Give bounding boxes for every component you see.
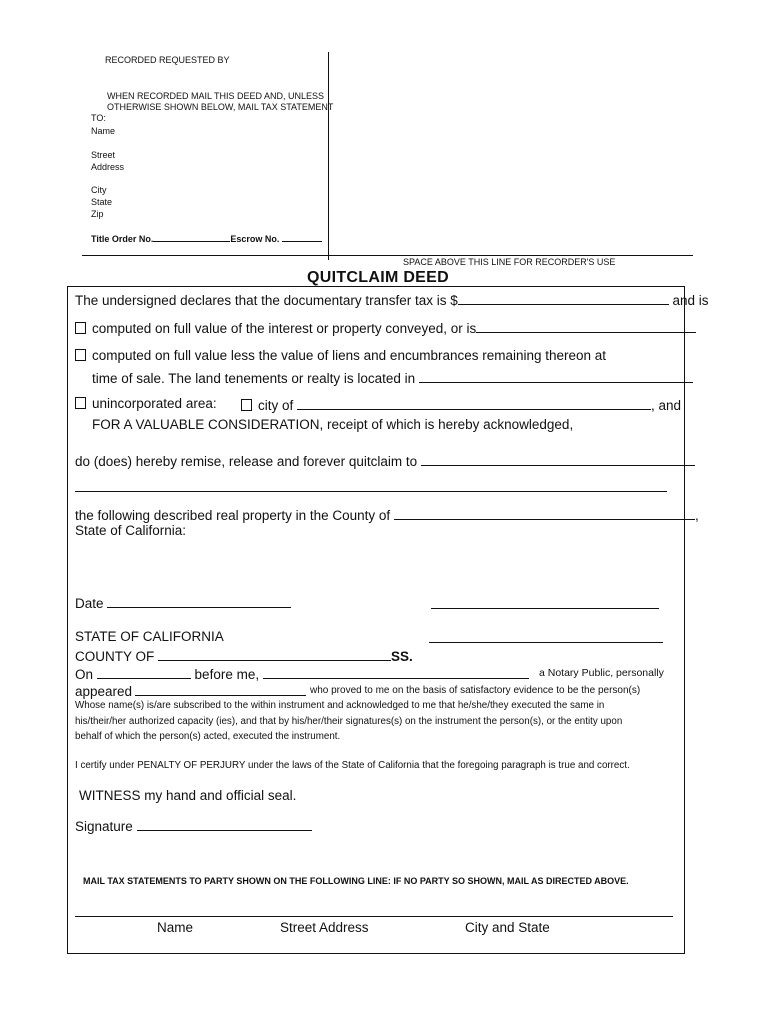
county-label: the following described real property in the County of — [75, 508, 391, 523]
grantor-signature-line-1[interactable] — [431, 608, 659, 609]
witness-text: WITNESS my hand and official seal. — [79, 788, 297, 803]
mail-tax-line[interactable] — [75, 916, 673, 917]
less-liens-checkbox[interactable] — [75, 349, 86, 361]
notary-date-field[interactable] — [97, 665, 191, 679]
located-in-label: time of sale. The land tenements or realty is located in — [92, 371, 416, 386]
title-order-field[interactable] — [153, 233, 230, 242]
and-label: , and — [651, 398, 682, 413]
county-row — [75, 506, 699, 523]
option-full-value-row — [75, 319, 696, 336]
when-recorded-line-2: OTHERWISE SHOWN BELOW, MAIL TAX STATEMENT — [107, 102, 334, 112]
on-label: On — [75, 667, 94, 682]
state-of-california-label: STATE OF CALIFORNIA — [75, 629, 224, 644]
signature-label: Signature — [75, 819, 133, 834]
county-of-label: COUNTY OF — [75, 649, 155, 664]
acknowledgment-line-1: Whose name(s) is/are subscribed to the within instrument and acknowledged to me that he/she/they executed the same in — [75, 700, 605, 711]
county-of-field[interactable] — [158, 647, 391, 661]
appeared-label: appeared — [75, 684, 133, 699]
city-of-checkbox[interactable] — [241, 399, 252, 411]
located-in-field[interactable] — [419, 369, 693, 383]
date-label: Date — [75, 596, 104, 611]
date-field[interactable] — [107, 594, 291, 608]
date-row — [75, 594, 291, 611]
before-me-label: before me, — [194, 667, 260, 682]
proved-text: who proved to me on the basis of satisfactory evidence to be the person(s) — [310, 685, 641, 696]
grantor-signature-line-2[interactable] — [429, 642, 663, 643]
appeared-field[interactable] — [135, 695, 306, 696]
title-order-row — [91, 233, 322, 244]
transfer-tax-row — [75, 291, 709, 308]
consideration-text: FOR A VALUABLE CONSIDERATION, receipt of which is hereby acknowledged, — [92, 417, 574, 432]
transfer-tax-label: The undersigned declares that the documentary transfer tax is $ — [75, 293, 458, 308]
zip-label: Zip — [91, 209, 104, 219]
state-ca-label: State of California: — [75, 523, 187, 538]
recorder-box-divider — [328, 52, 329, 260]
notary-public-label: a Notary Public, personally — [539, 667, 664, 679]
city-of-row — [241, 396, 681, 413]
unincorporated-label: unincorporated area: — [92, 396, 217, 411]
state-label: State — [91, 197, 113, 207]
to-label: TO: — [91, 113, 106, 123]
mail-tax-street-label: Street Address — [280, 920, 369, 935]
page-title: QUITCLAIM DEED — [307, 269, 449, 286]
title-order-label: Title Order No. — [91, 234, 154, 244]
city-of-field[interactable] — [297, 396, 651, 410]
located-in-row — [92, 369, 693, 386]
unincorporated-checkbox[interactable] — [75, 397, 86, 409]
city-label: City — [91, 185, 107, 195]
deed-body-box — [67, 286, 685, 954]
full-value-checkbox[interactable] — [75, 322, 86, 334]
transfer-tax-field[interactable] — [458, 291, 669, 305]
notary-name-field[interactable] — [263, 665, 529, 679]
county-of-row — [75, 647, 413, 664]
recorded-requested-by-label: RECORDED REQUESTED BY — [105, 55, 230, 65]
city-of-label: city of — [258, 398, 294, 413]
acknowledgment-line-2: his/their/her authorized capacity (ies), and that by his/her/their signatures(s) on the instrument the person(s), or the entity upon — [75, 716, 623, 727]
grantee-field-2[interactable] — [75, 491, 667, 492]
address-label: Address — [91, 162, 125, 172]
mail-tax-notice: MAIL TAX STATEMENTS TO PARTY SHOWN ON THE FOLLOWING LINE: IF NO PARTY SO SHOWN, MAIL AS DIRECTED ABOVE. — [83, 876, 629, 886]
full-value-label: computed on full value of the interest or property conveyed, or is — [92, 321, 477, 336]
area-row — [75, 396, 217, 411]
grantee-field[interactable] — [421, 452, 695, 466]
when-recorded-line-1: WHEN RECORDED MAIL THIS DEED AND, UNLESS — [107, 91, 325, 101]
mail-tax-city-state-label: City and State — [465, 920, 550, 935]
escrow-label: Escrow No. — [230, 234, 280, 244]
escrow-field[interactable] — [282, 233, 322, 242]
ss-label: SS. — [391, 649, 413, 664]
county-field[interactable] — [394, 506, 695, 520]
county-comma: , — [694, 508, 699, 523]
remise-row — [75, 452, 695, 469]
perjury-text: I certify under PENALTY OF PERJURY under the laws of the State of California that the foregoing paragraph is true and correct. — [75, 760, 630, 771]
less-liens-label: computed on full value less the value of liens and encumbrances remaining thereon at — [92, 348, 607, 363]
mail-tax-name-label: Name — [157, 920, 194, 935]
recorder-space-line — [82, 255, 693, 256]
notary-signature-field[interactable] — [137, 817, 312, 831]
remise-label: do (does) hereby remise, release and forever quitclaim to — [75, 454, 418, 469]
and-is-label: and is — [672, 293, 709, 308]
recorder-use-label: SPACE ABOVE THIS LINE FOR RECORDER'S USE — [403, 257, 616, 267]
name-label: Name — [91, 126, 116, 136]
signature-row — [75, 817, 312, 834]
on-row — [75, 665, 529, 682]
acknowledgment-line-3: behalf of which the person(s) acted, executed the instrument. — [75, 731, 341, 742]
full-value-field[interactable] — [476, 319, 696, 333]
option-less-liens-row — [75, 348, 606, 363]
street-label: Street — [91, 150, 116, 160]
